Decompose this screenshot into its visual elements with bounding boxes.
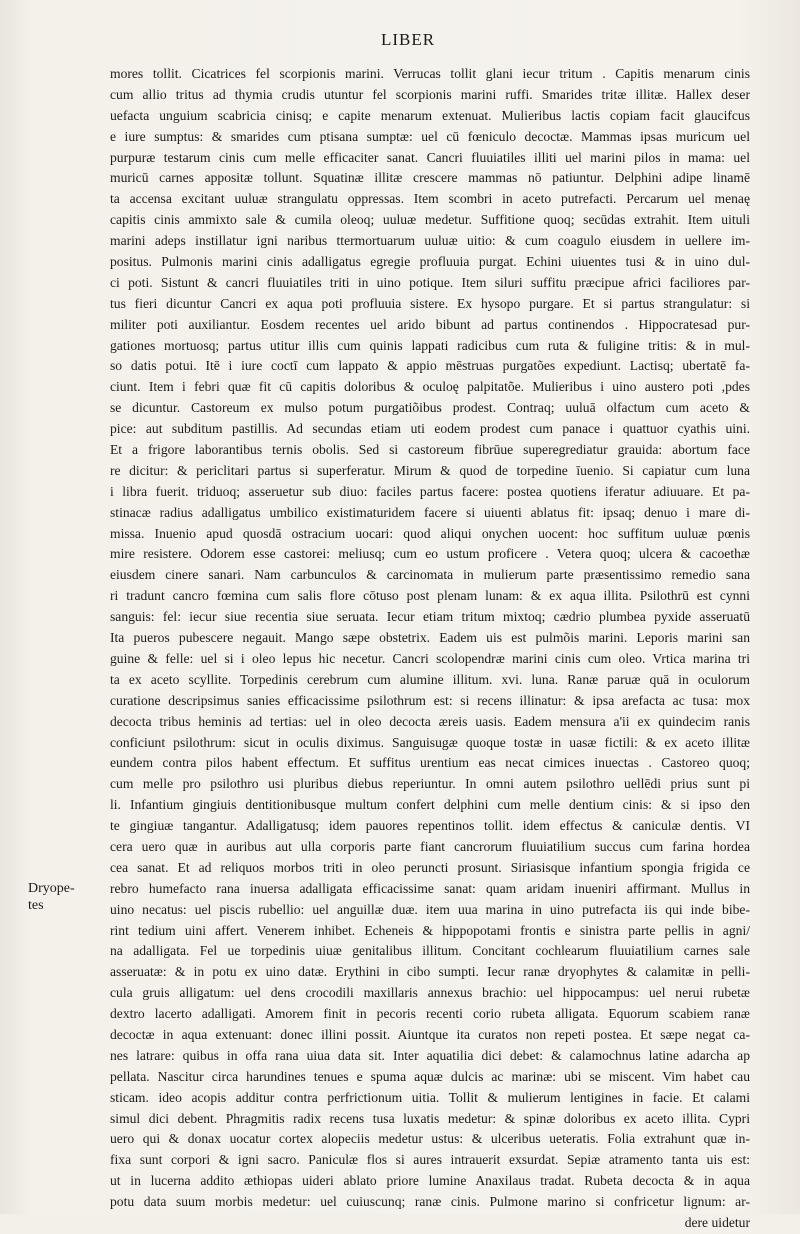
text-line: missa. Inuenio apud quosdā ostracium uocari: quod aliqui onychen uocent: hoc suffitum uuluæ pœnis (110, 525, 750, 541)
text-line: asseruatæ: & in potu ex uino datæ. Erythini in cibo sumpti. Iecur ranæ dryophytes & calamitæ in pelli- (110, 964, 750, 980)
text-line: rebro humefacto rana inuersa adalligata efficacissime sanat: quam aridam inueniri affirmant. Mullus in (110, 880, 750, 896)
text-line: ciunt. Item i febri quæ fit cū capitis doloribus & oculoę palpitatõe. Mulieribus i uino austero poti ,pdes (110, 379, 750, 395)
text-line: Ita pueros pubescere negauit. Mango sæpe obstetrix. Eadem uis est pulmõis marini. Leporis marini san (110, 630, 750, 646)
text-column (110, 64, 750, 1234)
text-line: uefacta unguium scabricia cinisq; e capite menarum extenuat. Mulieribus lactis copiam facit glaucifcus (110, 107, 750, 123)
text-line: cum melle pro psilothro usi pluribus diebus reperiuntur. In omni autem psilothro uellēdi prius sunt pi (110, 776, 750, 792)
page-header-title: LIBER (380, 30, 436, 49)
text-line: pellata. Nascitur circa harundines tenues e spuma aquæ dulcis ac marinæ: ubi se miscent. Vim habet cau (110, 1068, 750, 1084)
text-line: cum allio tritus ad thymia crudis utuntur fel scorpionis marini ruffi. Smarides tritæ illitæ. Hallex deser (110, 86, 750, 102)
text-line: te gingiuæ tangantur. Adalligatusq; idem pauores repentinos tollit. idem effectus & caniculæ dentis. VI (110, 818, 750, 834)
text-line: ta ex aceto scyllite. Torpedinis cerebrum cum alumine illitum. xvi. luna. Ranæ paruæ quā in oculorum (110, 671, 750, 687)
text-line: uino necatus: uel piscis rubellio: uel anguillæ duæ. item uua marina in uino putrefacta iis qui inde bibe- (110, 901, 750, 917)
text-line: li. Infantium gingiuis dentitionibusque multum confert delphini cum melle dentium cinis: & si ipso den (110, 797, 750, 813)
text-line: Et a frigore laborantibus ternis obolis. Sed si castoreum fibrūue superegrediatur grauida: abortum face (110, 442, 750, 458)
text-line: ta accensa excitant uuluæ strangulatu oppressas. Item scombri in aceto putrefacti. Percarum uel menaę (110, 191, 750, 207)
text-line: so datis potui. Itē i iure coctī cum lappato & appio mēstruas purgatões expediunt. Lactisq; ubertatē fa- (110, 358, 750, 374)
text-line: conficiunt psilothrum: sicut in oculis diximus. Sanguisugæ quoque tostæ in uasæ fictili: & ex aceto illitæ (110, 734, 750, 750)
text-line: sticam. ideo acopis additur contra perfrictionum uitia. Tollit & mulierum lentigines in facie. Et calami (110, 1089, 750, 1105)
text-line: cula gruis alligatum: uel dens crocodili maxillaris annexus brachio: uel hippocampus: uel nerui rubetæ (110, 985, 750, 1001)
text-line: ri tradunt cancro fœmina cum salis flore cōtuso post plenam lunam: & ex aqua illita. Psilothrū est cynni (110, 588, 750, 604)
running-head (0, 30, 800, 50)
text-line: cera uero quæ in auribus aut ulla corporis parte fiant cancrorum fluuiatilium succus cum farina hordea (110, 838, 750, 854)
text-line: i libra fuerit. triduoq; asseruetur sub diuo: faciles partus facere: postea quotiens iferatur adiuuare. Et pa- (110, 483, 750, 499)
text-line: dextro lacerto adalligati. Amorem finit in pecoris recenti corio rubeta alligata. Equorum scabiem ranæ (110, 1006, 750, 1022)
margin-note-line-2: tes (28, 898, 44, 913)
text-line: cea sanat. Et ad reliquos morbos triti in oleo peruncti prosunt. Siriasisque infantium spongia frigida ce (110, 859, 750, 875)
text-line: dere uidetur (684, 1214, 750, 1230)
text-line: sanguis: fel: iecur siue recentia siue seruata. Iecur etiam tritum mixtoq; cædrio plumbea pyxide asseruatū (110, 609, 750, 625)
text-line: fixa sunt corpori & igni sacro. Paniculæ flos si aures intrauerit exsurdat. Sepiæ atramento tanta uis est: (110, 1152, 750, 1168)
text-line: curatione descripsimus sanies efficacissime psilothrum est: si recens illinatur: & ipsa arefacta ac tusa: mox (110, 692, 750, 708)
text-line: na adalligata. Fel ue torpedinis uiuæ genitalibus illitum. Concitant cochlearum fluuiatilium carnes sale (110, 943, 750, 959)
text-line: decoctæ in aqua extenuant: donec illini possit. Aiuntque ita curatos non repeti postea. Et sæpe negat ca- (110, 1026, 750, 1042)
text-line: positus. Pulmonis marini cinis adalligatus egregie profluuia purgat. Echini uiuentes tusi & in uino dul- (110, 254, 750, 270)
text-line: guine & felle: uel si i oleo lepus hic necetur. Cancri scolopendræ marini cinis cum oleo. Vrtica marina tri (110, 650, 750, 666)
text-line: tus fieri dicuntur Cancri ex aqua poti profluuia sistere. Ex hysopo purgare. Et si partus strangulatur: si (110, 295, 750, 311)
text-line: militer poti auxiliantur. Eosdem recentes uel arido bibunt ad partus continendos . Hippocratesad pur- (110, 316, 750, 332)
text-line: uero qui & donax uocatur cortex alopeciis medetur ustus: & ulceribus ueteratis. Folia extrahunt quæ in- (110, 1131, 750, 1147)
text-line: stinacæ radius adalligatus umbilico existimaturidem facere si uiuenti ablatus fit: ipsaq; denuo i mare di- (110, 504, 750, 520)
text-line: simul dici debent. Phragmitis radix recens tusa luxatis medetur: & spinæ doloribus ex aceto illita. Cypri (110, 1110, 750, 1126)
text-line: ci poti. Sistunt & cancri fluuiatiles triti in uino potique. Item siluri suffitu præcipue africi faciliores par- (110, 274, 750, 290)
text-line: pice: aut subditum pastillis. Ad secundas etiam uti eodem prodest cum panace i quattuor cyathis uini. (110, 421, 750, 437)
text-line: eundem contra pilos habent effectum. Et suffitus urentium eas necat cimices inuectas . Castoreo quoq; (110, 755, 750, 771)
text-line: gationes mortuosq; partus utitur illis cum quinis lappati radicibus cum ruta & fuligine tritis: & in mul- (110, 337, 750, 353)
text-line: eiusdem cinere sanari. Nam carbunculos & carcinomata in mulierum parte præsentissimo remedio sana (110, 567, 750, 583)
margin-note-line-1: Dryope- (28, 881, 75, 896)
text-line: capitis cinis ammixto sale & cumila oleoq; uuluæ medetur. Suffitione quoq; secūdas extrahit. Item uituli (110, 212, 750, 228)
text-line: rint tedium uini affert. Venerem inhibet. Echeneis & hippopotami frontis e sinistra parte pellis in agni/ (110, 922, 750, 938)
text-line: nes latrare: quibus in offa rana uiua data sit. Inter aquatilia dici debet: & calamochnus latine adarcha ap (110, 1047, 750, 1063)
text-line: e iure sumptus: & smarides cum ptisana sumptæ: uel cū fœniculo decoctæ. Mammas ipsas muricum uel (110, 128, 750, 144)
text-line: mores tollit. Cicatrices fel scorpionis marini. Verrucas tollit glani iecur tritum . Capitis menarum cinis (110, 66, 750, 81)
text-line: re dicitur: & periclitari partus si superferatur. Mirum & quod de torpedine īuenio. Si capiatur cum luna (110, 462, 750, 478)
margin-note (28, 880, 108, 914)
text-line: potu data suum morbis medetur: uel cuiuscunq; ranæ cinis. Pulmone marino si confricetur lignum: ar- (110, 1194, 750, 1210)
text-line: decocta tribus heminis ad tertias: uel in oleo decocta æreis uasis. Eadem mensura a'ii ex quindecim ranis (110, 713, 750, 729)
text-line: marini adeps instillatur igni naribus ttermortuarum uuluæ uitio: & cum coagulo eiusdem in uellere im- (110, 233, 750, 249)
text-line: ut in lucerna addito æthiopas uideri ablato priore lumine Anaxilaus tradat. Rubeta decocta & in aqua (110, 1173, 750, 1189)
text-line: muricū carnes appositæ tollunt. Squatinæ illitæ crescere mammas nō patiuntur. Delphini adipe linamē (110, 170, 750, 186)
text-line: purpuræ testarum cinis cum melle efficaciter sanat. Cancri fluuiatiles illiti uel marini pilos in mama: uel (110, 149, 750, 165)
text-line: se dicuntur. Castoreum ex mulso potum purgatiõibus prodest. Contraq; uuluā olfactum cum aceto & (110, 400, 750, 416)
text-line: mire resistere. Odorem esse castorei: meliusq; cum eo ustum proficere . Vetera quoq; ulcera & cacoethæ (110, 546, 750, 562)
